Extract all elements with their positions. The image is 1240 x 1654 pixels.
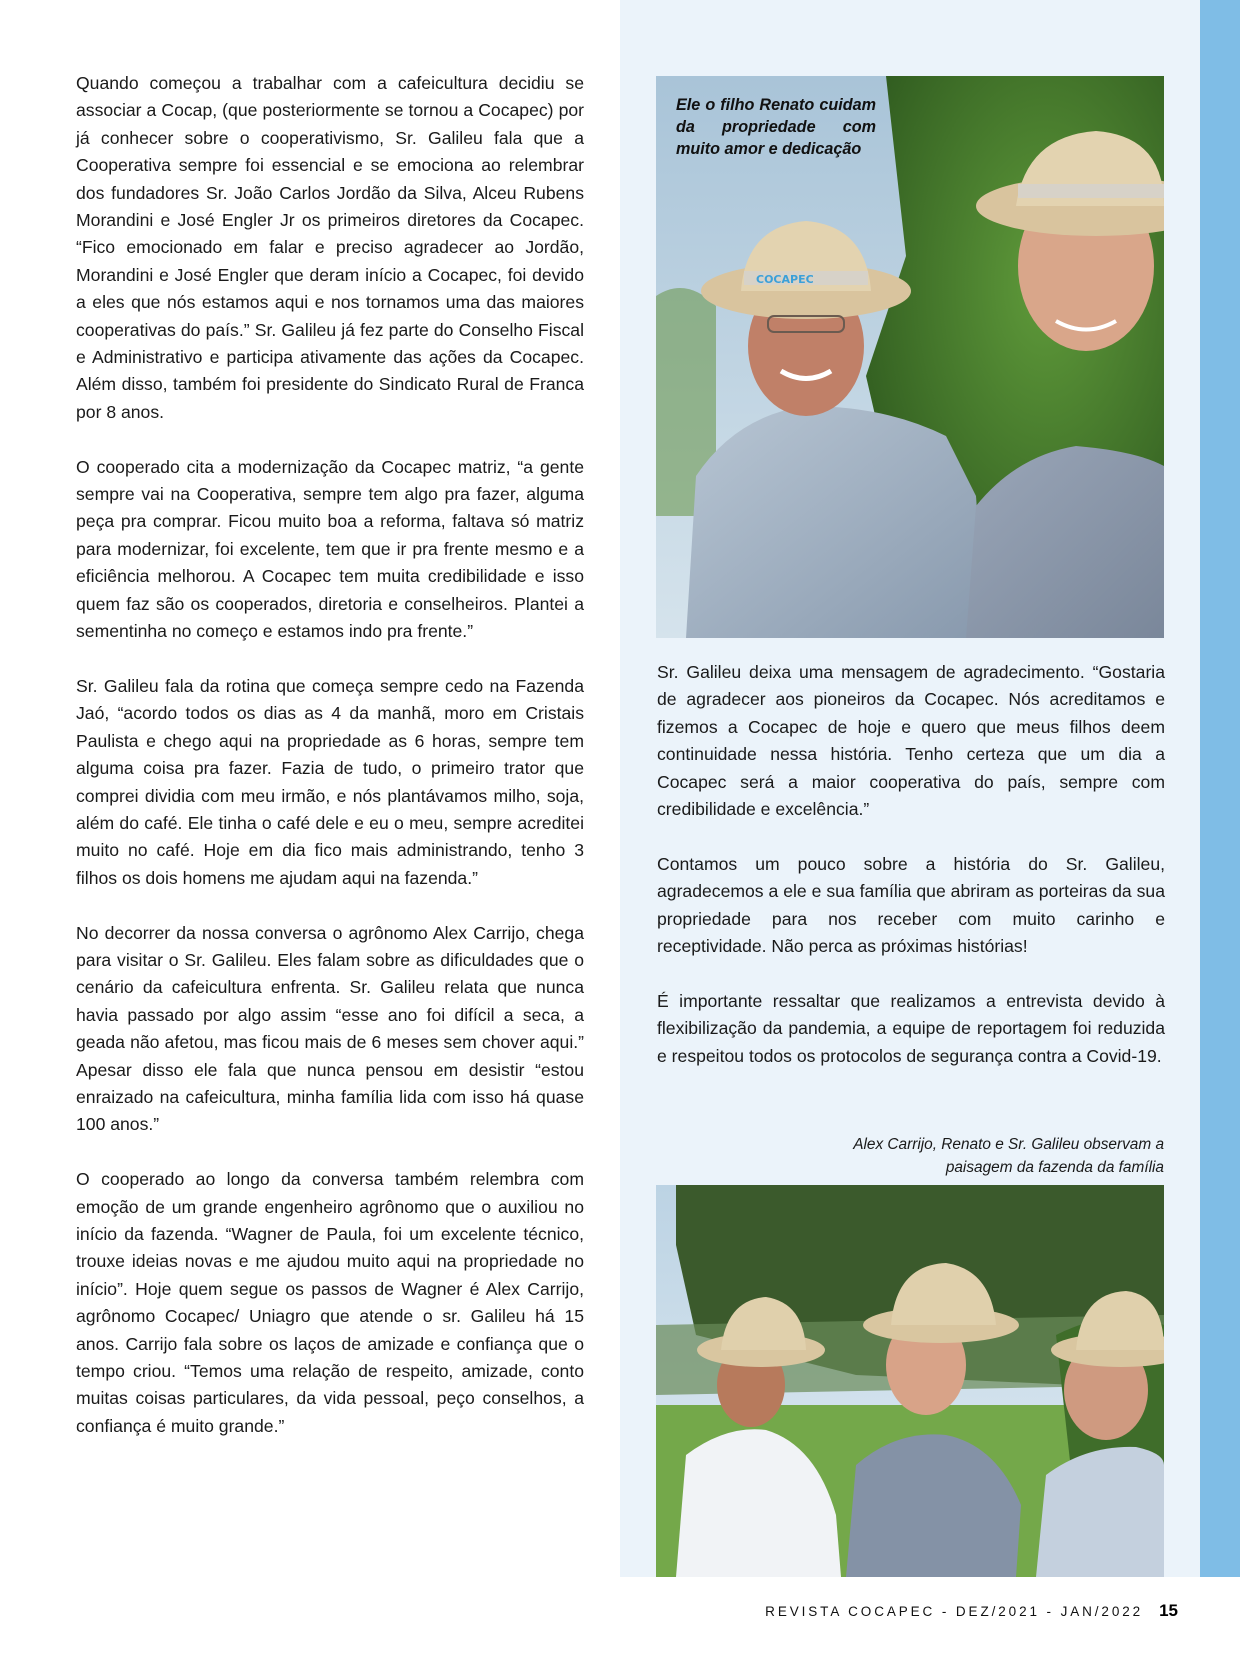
- accent-stripe: [1200, 0, 1240, 1577]
- article-paragraph: É importante ressaltar que realizamos a entrevista devido à flexibilização da pandemia, a equipe de reportagem foi reduzida e respeitou todos os protocolos de segurança contra a Covid-19.: [657, 990, 1165, 1066]
- article-paragraph: Contamos um pouco sobre a história do Sr. Galileu, agradecemos a ele e sua família que abriram as porteiras da sua propriedade para nos receber com muito carinho e receptividade. Não perca as próximas histórias!: [657, 853, 1165, 957]
- article-paragraph: O cooperado cita a modernização da Cocapec matriz, “a gente sempre vai na Cooperativa, sempre tem algo pra fazer, alguma peça pra comprar. Ficou muito boa a reforma, faltava só matriz para modernizar, foi excelente, tem que ir pra frente mesmo e a eficiência melhorou. A Cocapec tem muita credibilidade e isso quem faz são os cooperados, diretoria e conselheiros. Plantei a sementinha no começo e estamos indo pra frente.”: [76, 456, 584, 642]
- left-column: [76, 70, 584, 1468]
- photo-illustration: [656, 1185, 1164, 1577]
- photo-galileu-and-renato: [656, 76, 1164, 638]
- caption-line: paisagem da fazenda da família: [945, 1159, 1164, 1176]
- right-column: [657, 659, 1165, 1097]
- article-paragraph: No decorrer da nossa conversa o agrônomo Alex Carrijo, chega para visitar o Sr. Galileu. Eles falam sobre as dificuldades que o cenário da cafeicultura enfrenta. Sr. Galileu relata que nunca havia passado por algo assim “esse ano foi difícil a seca, a geada não afetou, mas ficou mais de 6 meses sem chover aqui.” Apesar disso ele fala que nunca pensou em desistir “estou enraizado na cafeicultura, minha família lida com isso há quase 100 anos.”: [76, 922, 584, 1135]
- photo-caption-bottom: [780, 1133, 1164, 1179]
- page-number: 15: [1159, 1601, 1178, 1620]
- page-footer: [765, 1601, 1178, 1621]
- hat-logo: COCAPEC: [756, 273, 814, 286]
- article-paragraph: O cooperado ao longo da conversa também relembra com emoção de um grande engenheiro agrônomo que o auxiliou no início da fazenda. “Wagner de Paula, foi um excelente técnico, trouxe ideias novas e me ajudou muito aqui na propriedade no início”. Hoje quem segue os passos de Wagner é Alex Carrijo, agrônomo Cocapec/ Uniagro que atende o sr. Galileu há 15 anos. Carrijo fala sobre os laços de amizade e confiança que o tempo criou. “Temos uma relação de respeito, amizade, conto muitas coisas particulares, da vida pessoal, peço conselhos, a confiança é muito grande.”: [76, 1169, 584, 1436]
- article-paragraph: Sr. Galileu deixa uma mensagem de agradecimento. “Gostaria de agradecer aos pioneiros da Cocapec. Nós acreditamos e fizemos a Cocapec de hoje e quero que meus filhos deem continuidade nessa história. Tenho certeza que um dia a Cocapec será a maior cooperativa do país, sempre com credibilidade e excelência.”: [657, 662, 1165, 820]
- photo-caption-top: Ele o filho Renato cuidam da propriedade com muito amor e dedicação: [676, 96, 876, 158]
- article-paragraph: Sr. Galileu fala da rotina que começa sempre cedo na Fazenda Jaó, “acordo todos os dias as 4 da manhã, moro em Cristais Paulista e chego aqui na propriedade as 6 horas, sempre tem alguma coisa pra fazer. Fazia de tudo, o primeiro trator que comprei dividia com meu irmão, e nós plantávamos milho, soja, além do café. Ele tinha o café dele e eu o meu, sempre acreditei muito no café. Hoje em dia fico mais administrando, tenho 3 filhos os dois homens me ajudam aqui na fazenda.”: [76, 675, 584, 888]
- caption-line: Alex Carrijo, Renato e Sr. Galileu observam a: [853, 1136, 1164, 1153]
- article-paragraph: Quando começou a trabalhar com a cafeicultura decidiu se associar a Cocap, (que posteriormente se tornou a Cocapec) por já conhecer sobre o cooperativismo, Sr. Galileu fala que a Cooperativa sempre foi essencial e se emociona ao relembrar dos fundadores Sr. João Carlos Jordão da Silva, Alceu Rubens Morandini e José Engler Jr os primeiros diretores da Cocapec. “Fico emocionado em falar e preciso agradecer ao Jordão, Morandini e José Engler que deram início a Cocapec, foi devido a eles que nós estamos aqui e nos tornamos uma das maiores cooperativas do país.” Sr. Galileu já fez parte do Conselho Fiscal e Administrativo e participa ativamente das ações da Cocapec. Além disso, também foi presidente do Sindicato Rural de Franca por 8 anos.: [76, 73, 584, 422]
- photo-illustration: [656, 76, 1164, 638]
- publication-info: REVISTA COCAPEC - DEZ/2021 - JAN/2022: [765, 1604, 1144, 1619]
- photo-three-men-landscape: [656, 1185, 1164, 1577]
